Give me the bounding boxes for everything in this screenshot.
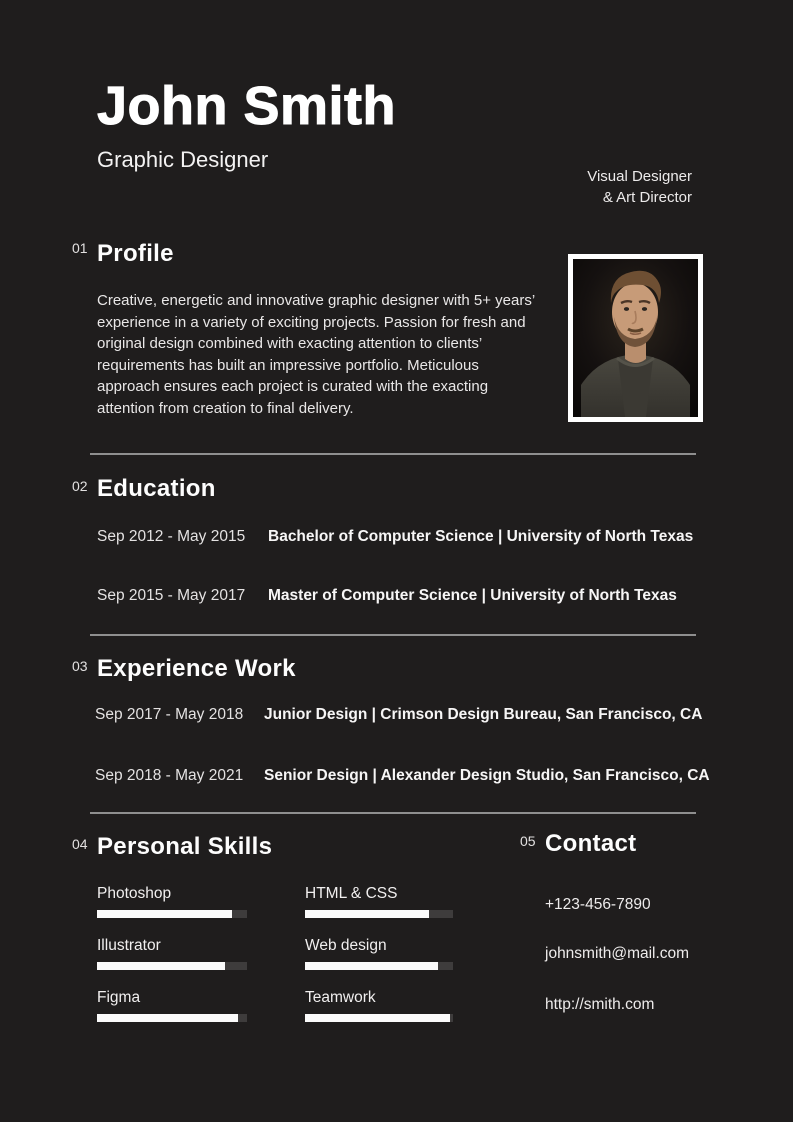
skill-label: Web design xyxy=(305,937,387,954)
experience-detail: Senior Design | Alexander Design Studio, San Francisco, CA xyxy=(264,767,710,784)
experience-section-number: 03 xyxy=(72,658,88,674)
profile-section-number: 01 xyxy=(72,240,88,256)
skill-label: Photoshop xyxy=(97,885,172,902)
skill-progress-track xyxy=(97,962,247,970)
skill-progress-fill xyxy=(305,1014,450,1022)
education-date: Sep 2015 - May 2017 xyxy=(97,587,246,604)
skill-progress-track xyxy=(305,910,453,918)
experience-date: Sep 2017 - May 2018 xyxy=(95,706,244,723)
section-divider xyxy=(90,812,696,814)
section-divider xyxy=(90,453,696,455)
education-date: Sep 2012 - May 2015 xyxy=(97,528,246,545)
skill-progress-track xyxy=(305,962,453,970)
education-section-heading: Education xyxy=(97,475,216,502)
skills-section-number: 04 xyxy=(72,836,88,852)
role-line-1: Visual Designer xyxy=(587,168,692,185)
person-role-tagline xyxy=(587,166,692,208)
skill-label: Illustrator xyxy=(97,937,161,954)
skill-item xyxy=(97,988,247,1034)
skill-progress-track xyxy=(97,1014,247,1022)
skill-label: HTML & CSS xyxy=(305,885,398,902)
role-line-2: & Art Director xyxy=(602,189,692,206)
skills-section-heading: Personal Skills xyxy=(97,833,273,860)
skill-progress-fill xyxy=(97,1014,238,1022)
education-section-number: 02 xyxy=(72,478,88,494)
section-divider xyxy=(90,634,696,636)
contact-section-heading: Contact xyxy=(545,830,637,857)
skill-progress-track xyxy=(97,910,247,918)
experience-section-heading: Experience Work xyxy=(97,655,296,682)
contact-section-number: 05 xyxy=(520,833,536,849)
profile-summary-text: Creative, energetic and innovative graphic designer with 5+ years’ experience in a variety of exciting projects. Passion for fresh and original design combined with exacting attention to clients’ requirements has built an impressive portfolio. Meticulous approach ensures each project is curated with the exacting attention from creation to final delivery. xyxy=(97,292,535,417)
experience-date: Sep 2018 - May 2021 xyxy=(95,767,244,784)
skill-item xyxy=(305,884,453,930)
skill-label: Teamwork xyxy=(305,989,376,1006)
website-link[interactable]: http://smith.com xyxy=(545,996,655,1013)
education-detail: Bachelor of Computer Science | University of North Texas xyxy=(268,528,694,545)
person-name: John Smith xyxy=(97,76,396,136)
education-detail: Master of Computer Science | University of North Texas xyxy=(268,587,677,604)
profile-photo xyxy=(568,254,703,422)
portrait-illustration xyxy=(573,259,698,417)
skill-item xyxy=(305,936,453,982)
skill-item xyxy=(305,988,453,1034)
skill-item xyxy=(97,936,247,982)
skill-progress-track xyxy=(305,1014,453,1022)
experience-detail: Junior Design | Crimson Design Bureau, San Francisco, CA xyxy=(264,706,703,723)
skill-label: Figma xyxy=(97,989,141,1006)
skill-progress-fill xyxy=(305,962,438,970)
skill-progress-fill xyxy=(305,910,429,918)
person-job-title: Graphic Designer xyxy=(97,147,269,172)
skill-progress-fill xyxy=(97,910,232,918)
skill-progress-fill xyxy=(97,962,225,970)
profile-section-heading: Profile xyxy=(97,240,174,267)
phone-link[interactable]: +123-456-7890 xyxy=(545,896,651,913)
email-link[interactable]: johnsmith@mail.com xyxy=(545,945,690,962)
skill-item xyxy=(97,884,247,930)
